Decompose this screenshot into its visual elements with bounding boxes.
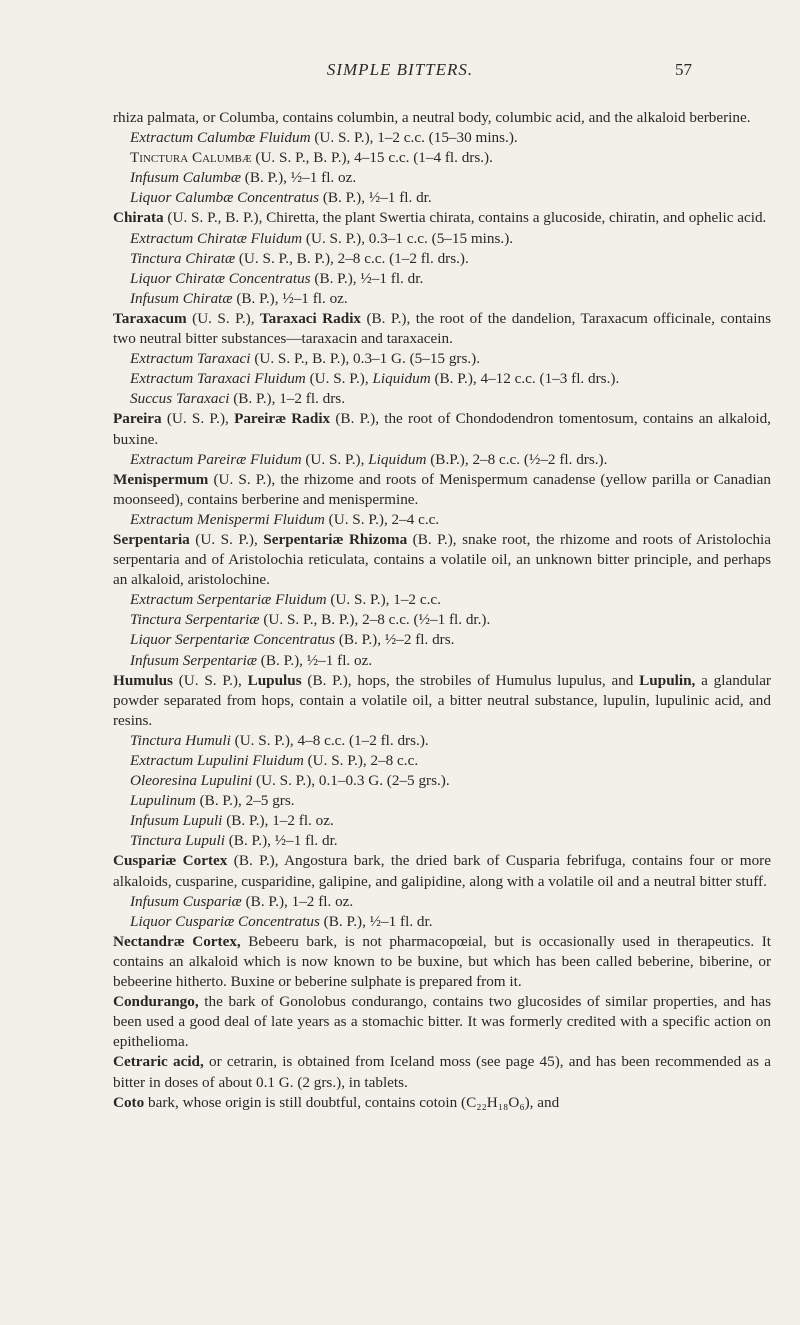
text-run: (B. P.), 1–2 fl. oz.	[222, 812, 334, 830]
drug-entry	[113, 309, 771, 349]
text-run: (B. P.), ½–1 fl. dr.	[310, 269, 424, 287]
latin-name: Extractum Pareiræ Fluidum	[130, 450, 302, 468]
preparation-entry	[130, 651, 771, 671]
preparation-entry	[130, 831, 771, 851]
drug-entry	[113, 409, 771, 449]
text-run: (U. S. P.), 2–8 c.c.	[303, 752, 419, 769]
latin-name: Oleoresina Lupulini	[130, 772, 253, 790]
text-run: (B. P.), 4–12 c.c. (1–3 fl. drs.).	[430, 370, 620, 388]
preparation-entry	[130, 168, 771, 188]
drug-term: Cuspariæ Cortex	[113, 852, 228, 870]
preparation-entry	[130, 510, 771, 530]
drug-term: Nectandræ Cortex,	[113, 932, 241, 950]
preparation-entry	[130, 751, 771, 771]
drug-entry	[113, 530, 771, 590]
text-run: (B. P.), ½–1 fl. oz.	[256, 651, 373, 669]
latin-name: Extractum Taraxaci	[130, 350, 251, 368]
latin-name: Extractum Menispermi Fluidum	[130, 510, 325, 528]
drug-term: Menispermum	[113, 470, 209, 488]
preparation-entry	[130, 791, 771, 811]
latin-name: Tinctura Lupuli	[130, 832, 225, 850]
text-run: (B. P.), the root of Chondodendron tomentosum, contains an alkaloid, buxine.	[113, 410, 771, 448]
preparation-entry	[130, 188, 771, 208]
drug-term: Serpentaria	[113, 530, 190, 548]
text-run: (B. P.), 1–2 fl. oz.	[241, 892, 354, 910]
drug-term: Humulus	[113, 671, 173, 689]
text-run: (B. P.), hops, the strobiles of Humulus lupulus, and	[301, 671, 640, 689]
text-run: (U. S. P.),	[305, 370, 373, 388]
text-run: (B. P.), 1–2 fl. drs.	[229, 390, 346, 408]
preparation-entry	[130, 369, 771, 389]
latin-name: Liquor Calumbæ Concentratus	[130, 189, 320, 207]
preparation-entry	[130, 349, 771, 369]
text-run: (B. P.), the root of the dandelion, Taraxacum officinale, contains two neutral bitter substances—taraxacin and taraxacein.	[113, 309, 771, 348]
text-run: (B.P.), 2–8 c.c. (½–2 fl. drs.).	[426, 450, 608, 468]
drug-term: Chirata	[113, 209, 164, 227]
continued-paragraph	[113, 108, 771, 128]
text-run: (U. S. P.), 0.1–0.3 G. (2–5 grs.).	[252, 772, 450, 790]
preparation-entry	[130, 128, 771, 148]
text-run: (U. S. P.),	[186, 309, 260, 327]
text-run: (B. P.), ½–1 fl. oz.	[232, 289, 348, 307]
drug-term: Lupulin,	[639, 671, 696, 689]
drug-term: Taraxaci Radix	[259, 309, 362, 327]
text-run: (U. S. P.), 2–4 c.c.	[324, 510, 440, 528]
drug-term: Lupulus	[247, 671, 302, 689]
text-run: a glandular powder separated from hops, contain a volatile oil, a bitter neutral substance, lupulin, lupulinic acid, and resins.	[113, 671, 771, 729]
preparation-name: Tinctura Calumbæ	[130, 149, 252, 167]
drug-term: Pareira	[113, 410, 162, 428]
drug-entry	[113, 1052, 771, 1092]
preparation-entry	[130, 590, 771, 610]
drug-entry	[113, 208, 771, 228]
drug-term: Taraxacum	[113, 309, 187, 327]
latin-name: Liquor Serpentariæ Concentratus	[130, 631, 336, 649]
preparation-entry	[130, 731, 771, 751]
latin-name: Lupulinum	[130, 792, 196, 810]
latin-name: Infusum Calumbæ	[130, 169, 241, 187]
drug-term: Cetraric acid,	[113, 1053, 204, 1071]
preparation-entry	[130, 289, 771, 309]
latin-name: Infusum Chiratæ	[130, 289, 233, 307]
latin-name: Tinctura Humuli	[130, 731, 231, 749]
preparation-entry	[130, 771, 771, 791]
latin-name: Extractum Lupulini Fluidum	[130, 752, 304, 769]
text-run: or cetrarin, is obtained from Iceland moss (see page 45), and has been recommended as a bitter in doses of about 0.1 G. (2 grs.), in tablets.	[113, 1053, 771, 1091]
latin-name: Liquor Cuspariæ Concentratus	[130, 912, 320, 930]
text-run: (B. P.), ½–2 fl. drs.	[335, 631, 455, 649]
text-run: (U. S. P.), 0.3–1 c.c. (5–15 mins.).	[302, 229, 514, 247]
preparation-entry	[130, 630, 771, 650]
text-run: (U. S. P., B. P.), Chiretta, the plant Swertia chirata, contains a glucoside, chiratin, and ophelic acid.	[163, 209, 767, 227]
latin-name: Liquor Chiratæ Concentratus	[130, 269, 311, 287]
text-run: (U. S. P., B. P.), 2–8 c.c. (1–2 fl. drs.).	[235, 249, 469, 267]
latin-name: Tinctura Chiratæ	[130, 249, 236, 267]
preparation-entry	[130, 229, 771, 249]
latin-name: Tinctura Serpentariæ	[130, 611, 260, 629]
preparation-entry	[130, 892, 771, 912]
preparation-entry	[130, 148, 771, 168]
text-run: Bebeeru bark, is not pharmacopœial, but is occasionally used in therapeutics. It contains an alkaloid which is now known to be buxine, but which has been called beberine, biberine, or bebeerine hitherto. Buxine or beberine sulphate is prepared from it.	[113, 932, 771, 991]
preparation-entry	[130, 389, 771, 409]
text-run: (B. P.), 2–5 grs.	[195, 792, 295, 810]
drug-term: Condurango,	[113, 993, 199, 1011]
page-header	[0, 60, 800, 86]
latin-name: Extractum Calumbæ Fluidum	[130, 129, 311, 147]
text-run: (U. S. P.),	[189, 530, 264, 548]
text-run: rhiza palmata, or Columba, contains columbin, a neutral body, columbic acid, and the alkaloid berberine.	[113, 109, 751, 126]
preparation-entry	[130, 811, 771, 831]
text-run: (U. S. P.),	[301, 450, 369, 468]
page-number: 57	[675, 60, 692, 79]
text-run: (U. S. P.),	[161, 410, 235, 428]
text-run: (B. P.), snake root, the rhizome and roots of Aristolochia serpentaria and of Aristolochia reticulata, contains a volatile oil, an unknown bitter principle, and perhaps an alkaloid, aristolochine.	[113, 530, 772, 589]
preparation-entry	[130, 912, 771, 932]
text-run: bark, whose origin is still doubtful, contains cotoin (C₂₂H₁₈O₆), and	[144, 1093, 560, 1111]
drug-term: Pareiræ Radix	[234, 410, 331, 428]
drug-entry	[113, 1093, 771, 1113]
text-run: the bark of Gonolobus condurango, contains two glucosides of similar properties, and has been used a good deal of late years as a stomachic bitter. It was formerly credited with a specific action on epithelioma.	[113, 993, 771, 1051]
drug-entry	[113, 992, 771, 1052]
drug-entry	[113, 470, 771, 510]
text-run: (B. P.), Angostura bark, the dried bark of Cusparia febrifuga, contains four or more alkaloids, cusparine, cusparidine, galipine, and galipidine, along with a volatile oil and a neutral bitter stuff.	[113, 852, 771, 890]
drug-entry	[113, 851, 771, 891]
text-run: (U. S. P., B. P.), 2–8 c.c. (½–1 fl. dr.).	[259, 611, 491, 629]
text-run: (B. P.), ½–1 fl. dr.	[224, 832, 338, 850]
preparation-entry	[130, 249, 771, 269]
preparation-entry	[130, 450, 771, 470]
text-run: (U. S. P.),	[172, 671, 248, 689]
text-run: (U. S. P.), 1–2 c.c.	[326, 591, 441, 609]
drug-term: Coto	[113, 1093, 145, 1111]
drug-entry	[113, 932, 771, 992]
latin-name: Liquidum	[372, 370, 431, 388]
text-run: (B. P.), ½–1 fl. dr.	[319, 912, 433, 930]
running-head: SIMPLE BITTERS.	[326, 60, 474, 79]
text-run: (U. S. P.), the rhizome and roots of Menispermum canadense (yellow parilla or Canadian moonseed), contains berberine and menispermine.	[113, 470, 771, 508]
latin-name: Extractum Chiratæ Fluidum	[130, 229, 303, 247]
latin-name: Infusum Serpentariæ	[130, 651, 257, 669]
text-run: (U. S. P.), 1–2 c.c. (15–30 mins.).	[310, 129, 518, 147]
text-run: (B. P.), ½–1 fl. dr.	[319, 189, 432, 207]
text-run: (B. P.), ½–1 fl. oz.	[240, 169, 357, 187]
body-text	[113, 108, 771, 1113]
preparation-entry	[130, 610, 771, 630]
latin-name: Extractum Serpentariæ Fluidum	[130, 591, 327, 609]
drug-term: Serpentariæ Rhizoma	[263, 530, 408, 548]
latin-name: Infusum Lupuli	[130, 812, 223, 830]
text-run: (U. S. P., B. P.), 4–15 c.c. (1–4 fl. drs.).	[251, 149, 493, 167]
text-run: (U. S. P., B. P.), 0.3–1 G. (5–15 grs.).	[250, 350, 481, 368]
latin-name: Extractum Taraxaci Fluidum	[130, 370, 306, 388]
preparation-entry	[130, 269, 771, 289]
latin-name: Infusum Cuspariæ	[130, 892, 242, 910]
text-run: (U. S. P.), 4–8 c.c. (1–2 fl. drs.).	[230, 731, 429, 749]
latin-name: Liquidum	[368, 450, 427, 468]
drug-entry	[113, 671, 771, 731]
latin-name: Succus Taraxaci	[130, 390, 230, 408]
